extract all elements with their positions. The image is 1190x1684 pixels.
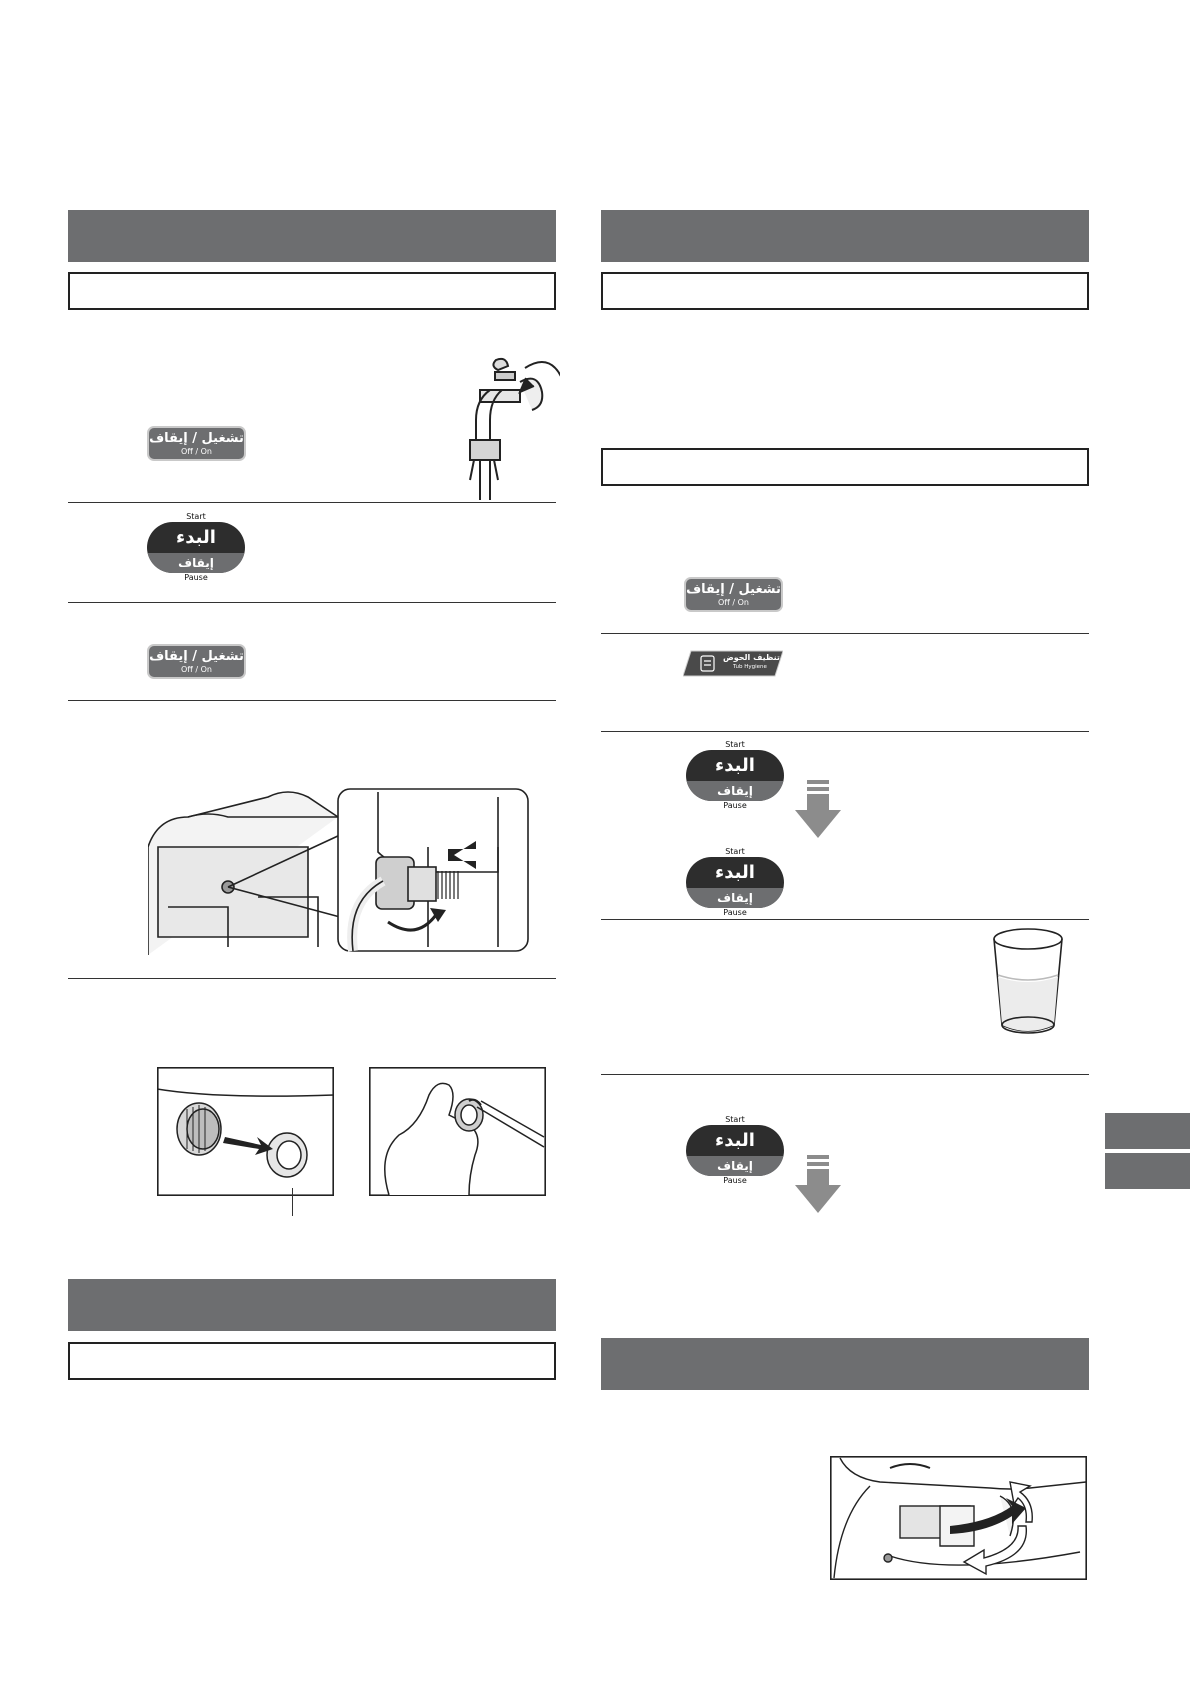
pause-arabic-label: إيقاف [686, 1156, 784, 1176]
off-on-button[interactable] [147, 426, 246, 461]
right-subheader-box-2 [601, 448, 1089, 486]
right-divider-4 [601, 1074, 1089, 1075]
filter-brush-cleaning-illustration [369, 1067, 546, 1196]
off-on-english-label: Off / On [181, 447, 212, 456]
start-label: Start [725, 1115, 745, 1124]
start-pause-button[interactable] [686, 1115, 784, 1186]
right-divider-3 [601, 919, 1089, 920]
pause-label: Pause [723, 908, 747, 917]
start-pause-pill [686, 857, 784, 908]
start-pause-button[interactable] [686, 847, 784, 918]
off-on-arabic-label: تشغيل / إيقاف [686, 582, 781, 597]
left-divider-1 [68, 502, 556, 503]
tub-hygiene-english-label: Tub Hygiene [733, 664, 767, 670]
right-section-header-bar-2 [601, 1338, 1089, 1390]
start-arabic-label: البدء [715, 1130, 755, 1151]
detergent-drawer-removal-illustration [830, 1456, 1087, 1580]
off-on-button[interactable] [684, 577, 783, 612]
down-arrow-icon [795, 780, 841, 838]
pause-label: Pause [723, 1176, 747, 1185]
start-label: Start [725, 740, 745, 749]
pause-arabic-label: إيقاف [147, 553, 245, 573]
start-arabic-label: البدء [715, 862, 755, 883]
off-on-arabic-label: تشغيل / إيقاف [149, 431, 244, 446]
start-pause-button[interactable] [686, 740, 784, 811]
tub-hygiene-button[interactable] [683, 650, 783, 677]
start-arabic-label: البدء [176, 527, 216, 548]
start-label: Start [725, 847, 745, 856]
filter-removal-illustration [157, 1067, 334, 1196]
side-tab-upper [1105, 1113, 1190, 1149]
left-section-header-bar-1 [68, 210, 556, 262]
off-on-english-label: Off / On [718, 598, 749, 607]
pause-label: Pause [184, 573, 208, 582]
pause-arabic-label: إيقاف [686, 888, 784, 908]
water-glass-icon [990, 925, 1066, 1035]
filter-leader-line [292, 1188, 293, 1216]
left-subheader-box-2 [68, 1342, 556, 1380]
tub-hygiene-arabic-label: تنظيف الحوض [723, 653, 780, 662]
off-on-english-label: Off / On [181, 665, 212, 674]
right-divider-2 [601, 731, 1089, 732]
start-label: Start [186, 512, 206, 521]
pause-arabic-label: إيقاف [686, 781, 784, 801]
left-divider-4 [68, 978, 556, 979]
start-pause-pill [686, 1125, 784, 1176]
left-divider-2 [68, 602, 556, 603]
side-tab-lower [1105, 1153, 1190, 1189]
start-pause-pill [147, 522, 245, 573]
start-pause-button[interactable] [147, 512, 245, 583]
left-divider-3 [68, 700, 556, 701]
down-arrow-icon [795, 1155, 841, 1213]
faucet-turn-off-icon [450, 350, 560, 500]
off-on-arabic-label: تشغيل / إيقاف [149, 649, 244, 664]
right-divider-1 [601, 633, 1089, 634]
start-pause-pill [686, 750, 784, 801]
start-arabic-label: البدء [715, 755, 755, 776]
left-subheader-box-1 [68, 272, 556, 310]
pause-label: Pause [723, 801, 747, 810]
hose-connection-illustration [148, 787, 531, 955]
off-on-button[interactable] [147, 644, 246, 679]
right-section-header-bar-1 [601, 210, 1089, 262]
left-section-header-bar-2 [68, 1279, 556, 1331]
right-subheader-box-1 [601, 272, 1089, 310]
